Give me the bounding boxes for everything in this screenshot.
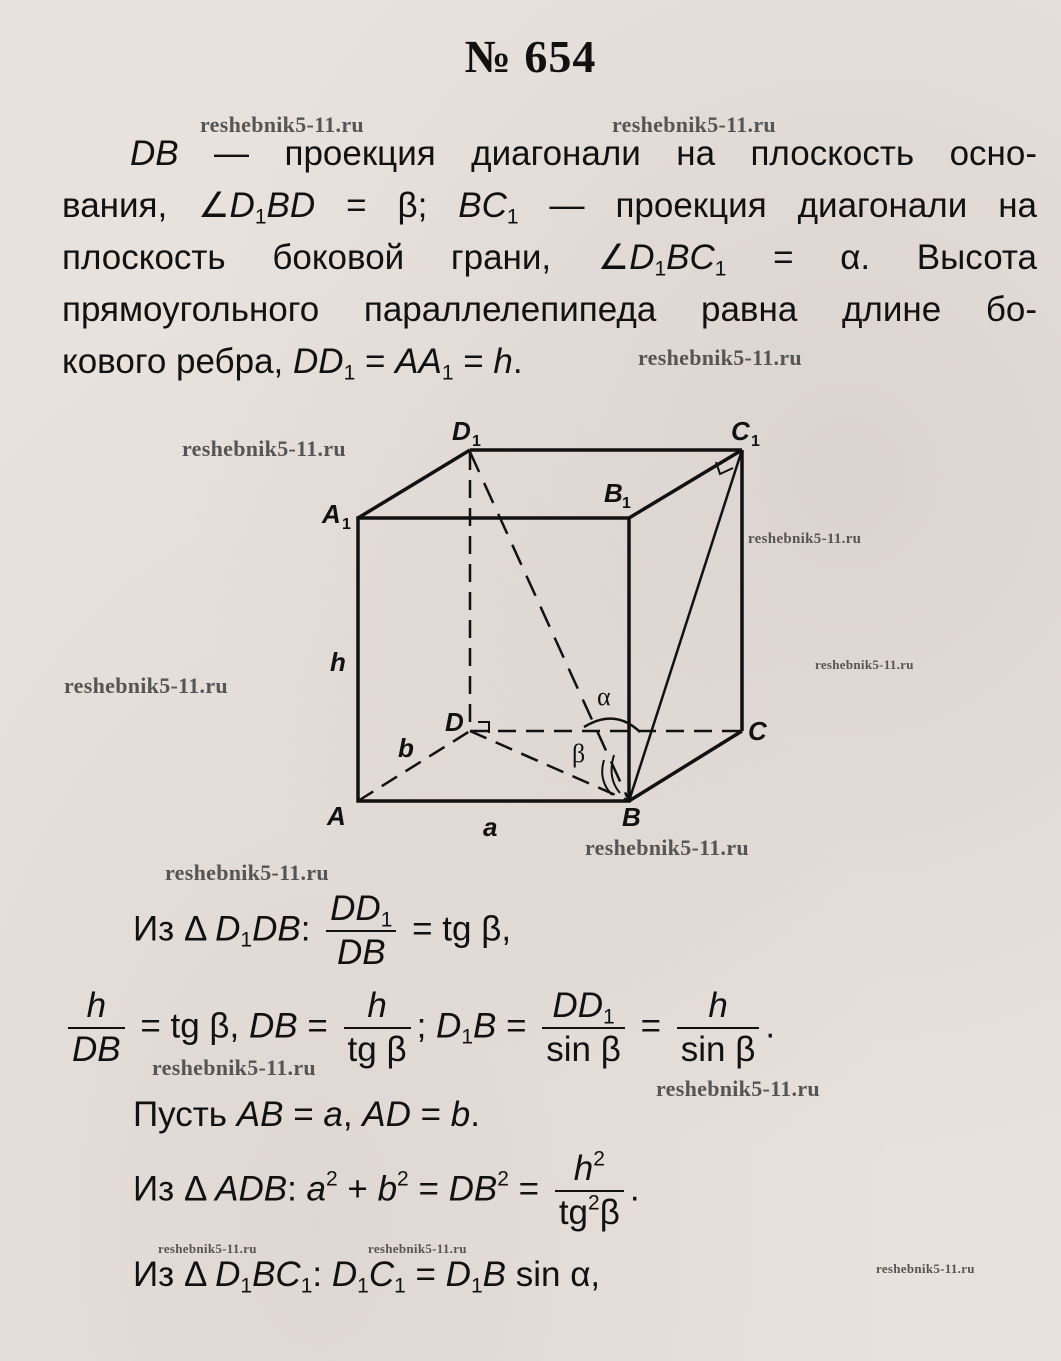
label-b1-sub: 1 <box>622 495 631 512</box>
diagonal-db <box>470 731 629 801</box>
label-b: B <box>622 802 641 832</box>
label-a1: A <box>322 499 341 529</box>
label-a-length: a <box>483 812 498 842</box>
equation-3: Пусть AB = a, AD = b. <box>133 1095 480 1134</box>
watermark: reshebnik5-11.ru <box>638 345 802 370</box>
fraction-h-sinb: $\frac{h}{\text{sin β}}$ <box>677 985 760 1071</box>
label-a1-sub: 1 <box>342 516 351 533</box>
equation-5: Из Δ $D_1BC_1$: $D_1C_1 = D_1B$ sin α, <box>133 1255 601 1298</box>
paragraph-line-3: плоскость боковой грани, $\angle D_1BC_1 = \alpha$. Высота <box>62 238 1037 281</box>
watermark: reshebnik5-11.ru <box>182 436 346 461</box>
watermark: reshebnik5-11.ru <box>876 1261 975 1276</box>
equation-4: Из Δ ADB: $a^2 + b^2 = DB^2$ = $\frac{h^2}{tg^2\beta}$ . <box>133 1147 640 1232</box>
label-d: D <box>445 707 464 737</box>
watermark: reshebnik5-11.ru <box>158 1241 257 1256</box>
label-b1: B <box>604 478 623 508</box>
watermark: reshebnik5-11.ru <box>152 1055 316 1080</box>
watermark: reshebnik5-11.ru <box>200 112 364 137</box>
edge-a1-d1 <box>358 450 470 518</box>
equation-2: $\frac{h}{DB}$ = tg β, DB = $\frac{h}{\text{tg β}}$ ; $D_1B$ = $\frac{DD_1}{\text{sin β}}$ = $\frac{h}{\text{sin β}}$ . <box>62 985 775 1071</box>
equation-1: Из Δ $D_1DB$: $\frac{DD_1}{DB}$ = tg β, <box>133 889 512 972</box>
watermark: reshebnik5-11.ru <box>585 835 749 860</box>
watermark: reshebnik5-11.ru <box>815 657 914 672</box>
fraction-dd1-db: $\frac{DD_1}{DB}$ <box>326 888 396 974</box>
watermark: reshebnik5-11.ru <box>612 112 776 137</box>
watermark: reshebnik5-11.ru <box>368 1241 467 1256</box>
label-c1-sub: 1 <box>751 433 760 450</box>
fraction-h-db: $\frac{h}{DB}$ <box>68 985 125 1071</box>
label-b-length: b <box>398 733 414 763</box>
fraction-h2-tg2b: $\frac{h^2}{tg^2\beta}$ <box>555 1148 624 1234</box>
label-a: A <box>327 801 346 831</box>
paragraph-line-4: прямоугольного параллелепипеда равна длине бо- <box>62 290 1037 329</box>
label-d1: D <box>452 416 471 446</box>
label-c: C <box>748 716 767 746</box>
watermark: reshebnik5-11.ru <box>656 1076 820 1101</box>
label-alpha: α <box>597 682 611 711</box>
problem-number: № 654 <box>464 31 597 82</box>
paragraph-line-1: DB — проекция диагонали на плоскость осно- <box>130 134 1037 173</box>
watermark: reshebnik5-11.ru <box>165 860 329 885</box>
label-beta: β <box>572 739 586 768</box>
watermark: reshebnik5-11.ru <box>748 531 862 547</box>
edge-a-d-hidden <box>358 731 470 801</box>
paragraph-line-5: кового ребра, $DD_1 = AA_1 = h$. <box>62 342 523 385</box>
label-h: h <box>330 647 346 677</box>
label-d1-sub: 1 <box>472 433 481 450</box>
diagonal-bc1 <box>629 450 742 801</box>
edge-b1-c1 <box>629 450 742 518</box>
fraction-h-tgb: $\frac{h}{\text{tg β}}$ <box>344 985 411 1071</box>
watermark: reshebnik5-11.ru <box>64 673 228 698</box>
label-c1: C <box>731 416 750 446</box>
edge-b-c <box>629 731 742 801</box>
paragraph-line-2: вания, $\angle D_1BD = \beta$; $BC_1$ — проекция диагонали на <box>62 186 1038 229</box>
fraction-dd1-sinb: $\frac{DD_1}{\text{sin β}}$ <box>542 985 625 1071</box>
